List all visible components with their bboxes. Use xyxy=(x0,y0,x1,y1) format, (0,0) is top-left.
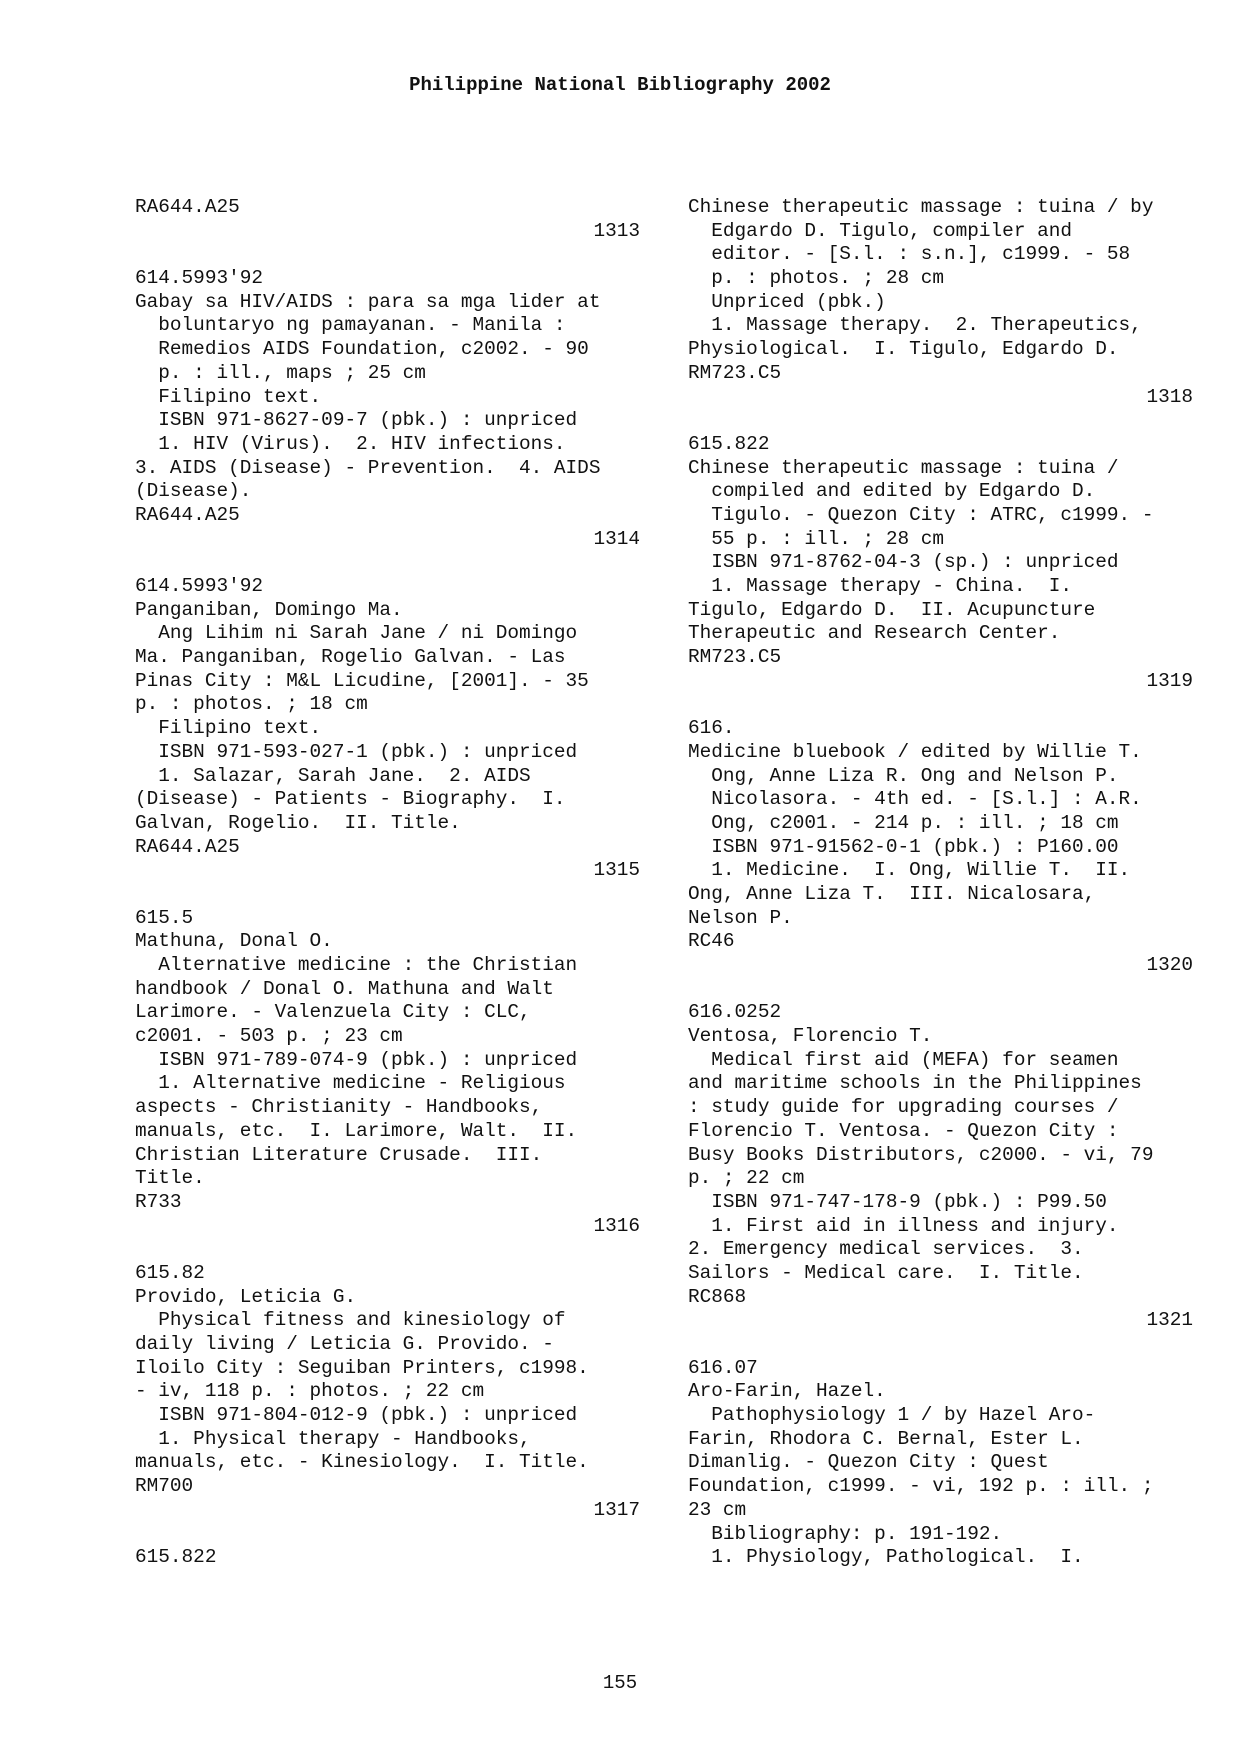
bibliography-line xyxy=(688,409,1193,433)
bibliography-line: ISBN 971-91562-0-1 (pbk.) : P160.00 xyxy=(688,835,1119,858)
bibliography-line: Mathuna, Donal O. xyxy=(135,930,333,953)
bibliography-line: Dimanlig. - Quezon City : Quest xyxy=(688,1451,1049,1474)
bibliography-line: Aro-Farin, Hazel. xyxy=(688,1380,886,1403)
bibliography-line: ISBN 971-593-027-1 (pbk.) : unpriced xyxy=(135,740,578,763)
bibliography-line: Physical fitness and kinesiology of xyxy=(135,1309,566,1332)
bibliography-line: Florencio T. Ventosa. - Quezon City : xyxy=(688,1119,1119,1142)
bibliography-line: 615.822 xyxy=(135,1546,217,1569)
bibliography-line: - iv, 118 p. : photos. ; 22 cm xyxy=(135,1380,485,1403)
bibliography-line: 616.0252 xyxy=(688,1001,782,1024)
bibliography-line: p. : photos. ; 28 cm xyxy=(688,267,944,290)
bibliography-line: 1. Physical therapy - Handbooks, xyxy=(135,1427,531,1450)
bibliography-line: p. ; 22 cm xyxy=(688,1167,805,1190)
bibliography-line xyxy=(135,1523,640,1547)
bibliography-line: 616.07 xyxy=(688,1356,758,1379)
bibliography-line: 1. Massage therapy - China. I. xyxy=(688,575,1072,597)
bibliography-line: Gabay sa HIV/AIDS : para sa mga lider at xyxy=(135,290,601,313)
bibliography-line: manuals, etc. I. Larimore, Walt. II. xyxy=(135,1119,578,1142)
bibliography-line: 614.5993'92 xyxy=(135,575,263,597)
page-number: 155 xyxy=(602,1672,638,1694)
entry-number: 1313 xyxy=(593,219,640,242)
entry-number: 1315 xyxy=(593,859,640,882)
bibliography-line xyxy=(688,693,1193,717)
bibliography-line: Remedios AIDS Foundation, c2002. - 90 xyxy=(135,338,589,361)
page-title: Philippine National Bibliography 2002 xyxy=(409,74,831,96)
bibliography-line: ISBN 971-789-074-9 (pbk.) : unpriced xyxy=(135,1048,578,1071)
bibliography-line: 616. xyxy=(688,717,735,740)
bibliography-line: RC46 xyxy=(688,930,735,953)
bibliography-line: Christian Literature Crusade. III. xyxy=(135,1143,543,1166)
left-column xyxy=(135,196,640,1570)
bibliography-line: Ang Lihim ni Sarah Jane / ni Domingo xyxy=(135,622,578,645)
bibliography-line: Iloilo City : Seguiban Printers, c1998. xyxy=(135,1356,589,1379)
bibliography-line: p. : ill., maps ; 25 cm xyxy=(135,361,426,384)
bibliography-line: manuals, etc. - Kinesiology. I. Title. xyxy=(135,1451,589,1474)
bibliography-line: ISBN 971-747-178-9 (pbk.) : P99.50 xyxy=(688,1190,1107,1213)
bibliography-line: Pathophysiology 1 / by Hazel Aro- xyxy=(688,1404,1096,1427)
bibliography-line: 615.82 xyxy=(135,1261,205,1284)
bibliography-line: Chinese therapeutic massage : tuina / xyxy=(688,456,1119,479)
bibliography-line: Medicine bluebook / edited by Willie T. xyxy=(688,740,1142,763)
bibliography-line: 55 p. : ill. ; 28 cm xyxy=(688,527,944,550)
bibliography-line: p. : photos. ; 18 cm xyxy=(135,693,368,716)
bibliography-line: Bibliography: p. 191-192. xyxy=(688,1522,1003,1545)
bibliography-line: Edgardo D. Tigulo, compiler and xyxy=(688,219,1072,242)
bibliography-line: RM723.C5 xyxy=(688,361,782,384)
bibliography-line: boluntaryo ng pamayanan. - Manila : xyxy=(135,314,566,337)
bibliography-line: Tigulo, Edgardo D. II. Acupuncture xyxy=(688,598,1096,621)
bibliography-line: 615.5 xyxy=(135,906,194,929)
bibliography-line: 1. Physiology, Pathological. I. xyxy=(688,1546,1084,1569)
bibliography-line: handbook / Donal O. Mathuna and Walt xyxy=(135,977,554,1000)
bibliography-line: Ong, Anne Liza T. III. Nicalosara, xyxy=(688,882,1096,905)
bibliography-line: Pinas City : M&L Licudine, [2001]. - 35 xyxy=(135,669,589,692)
bibliography-line: Nelson P. xyxy=(688,906,793,929)
bibliography-line: ISBN 971-804-012-9 (pbk.) : unpriced xyxy=(135,1404,578,1427)
bibliography-line: Medical first aid (MEFA) for seamen xyxy=(688,1048,1119,1071)
bibliography-line: aspects - Christianity - Handbooks, xyxy=(135,1096,543,1119)
bibliography-line: 1. Salazar, Sarah Jane. 2. AIDS xyxy=(135,764,531,787)
bibliography-line: editor. - [S.l. : s.n.], c1999. - 58 xyxy=(688,243,1131,266)
entry-number: 1316 xyxy=(593,1214,640,1237)
bibliography-line: RA644.A25 xyxy=(135,196,240,218)
bibliography-line: Larimore. - Valenzuela City : CLC, xyxy=(135,1001,531,1024)
bibliography-line: Alternative medicine : the Christian xyxy=(135,954,578,976)
bibliography-line xyxy=(688,978,1193,1002)
bibliography-line xyxy=(688,1333,1193,1357)
bibliography-line xyxy=(135,243,640,267)
bibliography-line: 23 cm xyxy=(688,1498,747,1521)
bibliography-line: Busy Books Distributors, c2000. - vi, 79 xyxy=(688,1143,1154,1166)
bibliography-line: ISBN 971-8762-04-3 (sp.) : unpriced xyxy=(688,551,1119,574)
bibliography-line: RA644.A25 xyxy=(135,503,240,526)
bibliography-line: 615.822 xyxy=(688,432,770,455)
bibliography-line: ISBN 971-8627-09-7 (pbk.) : unpriced xyxy=(135,409,578,432)
entry-number: 1314 xyxy=(593,527,640,550)
bibliography-line: Chinese therapeutic massage : tuina / by xyxy=(688,196,1154,218)
bibliography-line: Provido, Leticia G. xyxy=(135,1285,357,1308)
bibliography-line: 3. AIDS (Disease) - Prevention. 4. AIDS xyxy=(135,456,601,479)
bibliography-line: and maritime schools in the Philippines xyxy=(688,1072,1142,1095)
bibliography-line: : study guide for upgrading courses / xyxy=(688,1096,1119,1119)
bibliography-line: 1. Massage therapy. 2. Therapeutics, xyxy=(688,314,1142,337)
bibliography-line: Therapeutic and Research Center. xyxy=(688,622,1061,645)
bibliography-line: compiled and edited by Edgardo D. xyxy=(688,480,1096,503)
bibliography-line: RM700 xyxy=(135,1475,194,1498)
bibliography-line: 1. HIV (Virus). 2. HIV infections. xyxy=(135,432,566,455)
bibliography-line: Ong, c2001. - 214 p. : ill. ; 18 cm xyxy=(688,811,1119,834)
bibliography-line: Physiological. I. Tigulo, Edgardo D. xyxy=(688,338,1119,361)
bibliography-line: 2. Emergency medical services. 3. xyxy=(688,1238,1084,1261)
entry-number: 1317 xyxy=(593,1498,640,1521)
bibliography-line: Foundation, c1999. - vi, 192 p. : ill. ; xyxy=(688,1475,1154,1498)
bibliography-line: c2001. - 503 p. ; 23 cm xyxy=(135,1025,403,1048)
bibliography-line: 1. Medicine. I. Ong, Willie T. II. xyxy=(688,859,1131,882)
bibliography-line: Ong, Anne Liza R. Ong and Nelson P. xyxy=(688,764,1119,787)
bibliography-line: Sailors - Medical care. I. Title. xyxy=(688,1261,1084,1284)
bibliography-line: 614.5993'92 xyxy=(135,267,263,290)
bibliography-line: (Disease) - Patients - Biography. I. xyxy=(135,788,566,811)
bibliography-line: 1. Alternative medicine - Religious xyxy=(135,1072,566,1095)
bibliography-line: Filipino text. xyxy=(135,385,322,408)
bibliography-line: 1. First aid in illness and injury. xyxy=(688,1214,1119,1237)
right-column xyxy=(688,196,1193,1570)
bibliography-line: Nicolasora. - 4th ed. - [S.l.] : A.R. xyxy=(688,788,1142,811)
entry-number: 1319 xyxy=(1146,669,1193,692)
bibliography-line: Ventosa, Florencio T. xyxy=(688,1025,933,1048)
bibliography-line: Title. xyxy=(135,1167,205,1190)
bibliography-line: Unpriced (pbk.) xyxy=(688,290,886,313)
bibliography-line xyxy=(135,551,640,575)
bibliography-line xyxy=(135,883,640,907)
bibliography-line: daily living / Leticia G. Provido. - xyxy=(135,1333,554,1355)
bibliography-line xyxy=(135,1238,640,1262)
bibliography-line: R733 xyxy=(135,1190,182,1213)
bibliography-line: Farin, Rhodora C. Bernal, Ester L. xyxy=(688,1427,1084,1450)
bibliography-line: Panganiban, Domingo Ma. xyxy=(135,598,403,621)
bibliography-line: RA644.A25 xyxy=(135,835,240,858)
entry-number: 1318 xyxy=(1146,385,1193,408)
bibliography-line: Ma. Panganiban, Rogelio Galvan. - Las xyxy=(135,646,566,669)
entry-number: 1321 xyxy=(1146,1309,1193,1332)
bibliography-line: Tigulo. - Quezon City : ATRC, c1999. - xyxy=(688,503,1154,526)
bibliography-line: Filipino text. xyxy=(135,717,322,740)
bibliography-line: RM723.C5 xyxy=(688,646,782,669)
bibliography-line: (Disease). xyxy=(135,480,252,503)
entry-number: 1320 xyxy=(1146,954,1193,976)
bibliography-line: RC868 xyxy=(688,1285,747,1308)
bibliography-line: Galvan, Rogelio. II. Title. xyxy=(135,811,461,834)
